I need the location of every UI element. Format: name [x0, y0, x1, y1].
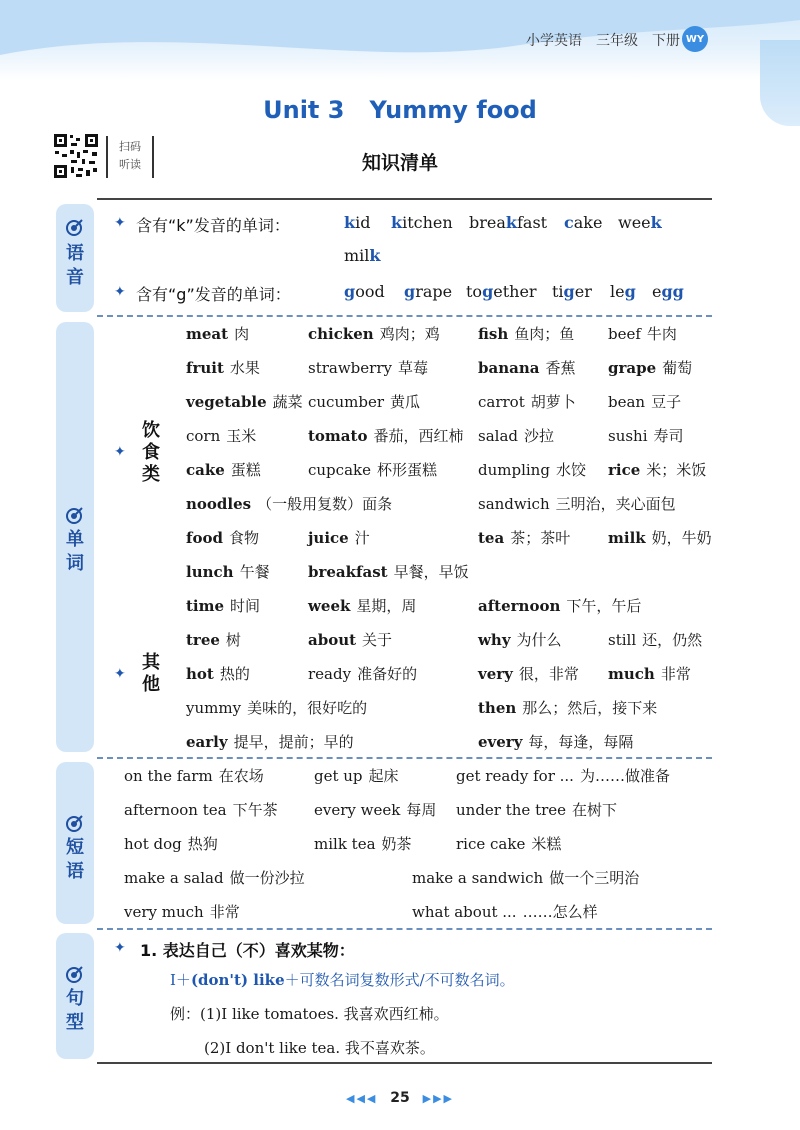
vocab-item — [608, 664, 691, 684]
target-icon — [66, 965, 84, 983]
vocab-item — [186, 426, 256, 446]
phrase-chinese: 起床 — [368, 767, 399, 785]
phrase-item — [456, 834, 561, 854]
vocab-item — [478, 494, 676, 514]
word-part: ake — [573, 213, 603, 232]
word-part: k — [369, 246, 381, 265]
vocab-chinese: 下午，午后 — [566, 597, 642, 615]
right-arrows-icon: ▶▶▶ — [422, 1092, 454, 1105]
vocab-chinese: 草莓 — [397, 359, 428, 377]
vocab-chinese: 水饺 — [555, 461, 586, 479]
vocab-english: sushi — [608, 427, 648, 445]
phrase-english: get ready for ... — [456, 767, 574, 785]
scan-to-listen-label: 扫码 听读 — [106, 136, 154, 178]
vocab-english: yummy — [186, 699, 242, 717]
food-category-label: 饮食类 — [142, 420, 160, 485]
volume-label: 下册 — [652, 33, 680, 49]
vocab-english: salad — [478, 427, 518, 445]
sound-word — [391, 213, 453, 233]
vocab-item — [478, 358, 575, 378]
word-part: g — [563, 282, 575, 301]
sound-word — [652, 282, 684, 302]
vocab-item — [308, 596, 416, 616]
vocab-english: vegetable — [186, 393, 267, 411]
vocab-item — [186, 460, 261, 480]
phrase-item — [412, 902, 598, 922]
vocab-english: chicken — [308, 325, 374, 343]
word-part: mil — [344, 246, 370, 265]
vocab-english: lunch — [186, 563, 234, 581]
vocab-english: bean — [608, 393, 646, 411]
phrase-english: milk tea — [314, 835, 376, 853]
vocab-chinese: 关于 — [362, 631, 393, 649]
vocab-item — [478, 630, 562, 650]
unit-title: Unit 3 Yummy food — [263, 96, 537, 124]
vocab-chinese: 玉米 — [226, 427, 257, 445]
other-category-label: 其他 — [142, 652, 160, 695]
vocab-english: ready — [308, 665, 352, 683]
phrase-chinese: 热狗 — [187, 835, 218, 853]
phrase-english: on the farm — [124, 767, 213, 785]
category-column — [176, 320, 177, 755]
left-arrows-icon: ◀◀◀ — [345, 1092, 378, 1105]
word-part: g — [482, 282, 494, 301]
vocab-item — [478, 460, 586, 480]
vocab-chinese: 茶；茶叶 — [510, 529, 571, 547]
vocab-item — [608, 528, 712, 548]
word-part: fast — [517, 213, 548, 232]
example-2: (2)I don't like tea. 我不喜欢茶。 — [204, 1039, 435, 1057]
vocab-chinese: 为什么 — [516, 631, 562, 649]
vocab-item — [308, 324, 440, 344]
vocab-item — [478, 596, 641, 616]
phrase-chinese: 做一个三明治 — [549, 869, 640, 887]
vocab-english: time — [186, 597, 225, 615]
vocab-english: carrot — [478, 393, 525, 411]
vocab-chinese: 葡萄 — [662, 359, 693, 377]
word-part: le — [610, 282, 625, 301]
vocab-chinese: 奶，牛奶 — [651, 529, 712, 547]
word-part: g — [404, 282, 416, 301]
phrase-english: make a salad — [124, 869, 224, 887]
vocab-item — [186, 358, 260, 378]
vocab-item — [308, 392, 420, 412]
vocab-item — [478, 664, 579, 684]
word-part: ti — [552, 282, 564, 301]
vocab-english: tomato — [308, 427, 368, 445]
vocab-english: week — [308, 597, 351, 615]
page-footer — [0, 1090, 800, 1106]
word-part: wee — [618, 213, 651, 232]
sentence-pattern: I＋(don't) like＋可数名词复数形式/不可数名词。 — [170, 971, 515, 989]
tab-label: 句型 — [66, 988, 84, 1033]
diamond-bullet-icon: ✦ — [114, 666, 126, 682]
vocab-english: cupcake — [308, 461, 371, 479]
vocab-english: cake — [186, 461, 225, 479]
vocab-chinese: 汁 — [354, 529, 370, 547]
vocab-item — [186, 732, 354, 752]
vocab-english: breakfast — [308, 563, 388, 581]
vocab-english: much — [608, 665, 655, 683]
vocab-item — [608, 392, 681, 412]
sound-word — [344, 213, 370, 233]
vocab-chinese: （一般用复数）面条 — [257, 495, 393, 513]
frame-top-line — [97, 198, 712, 200]
word-part: er — [574, 282, 592, 301]
vocab-chinese: 杯形蛋糕 — [376, 461, 437, 479]
sound-word — [404, 282, 452, 302]
sentence-heading: 1. 表达自己（不）喜欢某物： — [140, 941, 355, 960]
vocab-chinese: 蛋糕 — [230, 461, 261, 479]
vocab-chinese: 时间 — [230, 597, 261, 615]
phrase-english: hot dog — [124, 835, 182, 853]
vocab-english: still — [608, 631, 637, 649]
vocab-english: about — [308, 631, 357, 649]
diamond-bullet-icon: ✦ — [114, 215, 126, 231]
phrase-chinese: 米糕 — [531, 835, 562, 853]
vocab-english: sandwich — [478, 495, 550, 513]
vocab-english: tree — [186, 631, 220, 649]
phrase-item — [124, 834, 218, 854]
word-part: g — [624, 282, 636, 301]
word-part: k — [344, 213, 356, 232]
vocab-item — [186, 630, 241, 650]
vocab-item — [308, 426, 463, 446]
sound-word — [618, 213, 662, 233]
vocab-english: every — [478, 733, 523, 751]
vocab-english: fish — [478, 325, 509, 343]
word-part: c — [564, 213, 574, 232]
sound-word — [564, 213, 602, 233]
phrase-item — [314, 834, 412, 854]
sound-word — [466, 282, 537, 302]
phrase-item — [124, 800, 278, 820]
vocab-chinese: 番茄，西红柿 — [373, 427, 464, 445]
vocab-item — [308, 630, 392, 650]
diamond-bullet-icon: ✦ — [114, 940, 126, 956]
vocab-item — [608, 460, 706, 480]
vocab-english: meat — [186, 325, 229, 343]
vocab-item — [186, 596, 260, 616]
vocab-english: noodles — [186, 495, 252, 513]
vocab-item — [186, 528, 259, 548]
sound-word — [552, 282, 592, 302]
word-part: k — [505, 213, 517, 232]
phrase-chinese: 在树下 — [572, 801, 618, 819]
vocab-english: fruit — [186, 359, 224, 377]
vocab-chinese: 牛肉 — [646, 325, 677, 343]
target-icon — [66, 506, 84, 524]
vocab-item — [608, 358, 692, 378]
vocab-chinese: 豆子 — [651, 393, 682, 411]
vocab-item — [478, 324, 574, 344]
vocab-chinese: 热的 — [219, 665, 250, 683]
vocab-chinese: 食物 — [228, 529, 259, 547]
vocab-english: strawberry — [308, 359, 392, 377]
phrase-chinese: 每周 — [406, 801, 437, 819]
vocab-item — [478, 732, 633, 752]
vocab-chinese: 还，仍然 — [642, 631, 703, 649]
word-part: ether — [493, 282, 537, 301]
phrase-item — [412, 868, 639, 888]
vocab-chinese: 早餐，早饭 — [393, 563, 469, 581]
phrase-chinese: 奶茶 — [381, 835, 412, 853]
phrase-english: make a sandwich — [412, 869, 544, 887]
vocab-chinese: 很，非常 — [518, 665, 579, 683]
phrase-item — [124, 868, 305, 888]
word-part: to — [466, 282, 483, 301]
vocab-item — [186, 324, 249, 344]
page-number: 25 — [390, 1090, 410, 1106]
vocab-item — [186, 698, 367, 718]
word-part: ood — [355, 282, 385, 301]
phrase-english: get up — [314, 767, 363, 785]
vocab-chinese: 每，每逢，每隔 — [528, 733, 634, 751]
phrase-chinese: ……怎么样 — [522, 903, 598, 921]
divider-line — [97, 315, 712, 317]
phrase-english: very much — [124, 903, 204, 921]
vocab-item — [308, 460, 437, 480]
target-icon — [66, 218, 84, 236]
vocab-item — [478, 528, 570, 548]
divider-line — [97, 928, 712, 930]
vocab-item — [478, 426, 554, 446]
vocab-item — [308, 562, 469, 582]
vocab-english: juice — [308, 529, 349, 547]
divider-line — [97, 757, 712, 759]
phrase-english: rice cake — [456, 835, 526, 853]
word-part: e — [652, 282, 662, 301]
vocab-chinese: 寿司 — [653, 427, 684, 445]
vocab-chinese: 鸡肉；鸡 — [379, 325, 440, 343]
vocab-english: tea — [478, 529, 505, 547]
vocab-english: dumpling — [478, 461, 550, 479]
section-title: 知识清单 — [361, 152, 438, 174]
vocab-english: beef — [608, 325, 641, 343]
vocab-chinese: 提早，提前；早的 — [233, 733, 354, 751]
word-part: rape — [415, 282, 453, 301]
vocab-chinese: 水果 — [229, 359, 260, 377]
vocab-item — [186, 664, 250, 684]
vocab-chinese: 鱼肉；鱼 — [514, 325, 575, 343]
vocab-english: food — [186, 529, 223, 547]
vocab-item — [478, 392, 576, 412]
diamond-bullet-icon: ✦ — [114, 444, 126, 460]
vocab-chinese: 树 — [225, 631, 241, 649]
frame-bottom-line — [97, 1062, 712, 1064]
vocab-item — [608, 426, 684, 446]
phrase-english: under the tree — [456, 801, 567, 819]
publisher-badge: WY — [682, 26, 708, 52]
phrase-chinese: 在农场 — [218, 767, 264, 785]
vocab-chinese: 米；米饭 — [646, 461, 707, 479]
word-part: brea — [469, 213, 506, 232]
phrase-item — [456, 766, 670, 786]
example-1: 例：(1)I like tomatoes. 我喜欢西红柿。 — [170, 1005, 449, 1023]
vocab-english: very — [478, 665, 513, 683]
word-part: k — [391, 213, 403, 232]
vocab-english: hot — [186, 665, 214, 683]
tab-label: 短语 — [66, 837, 84, 882]
header-wave-decoration — [0, 0, 800, 80]
sound-word — [610, 282, 636, 302]
phrase-item — [124, 902, 240, 922]
tab-words — [56, 322, 94, 752]
phrase-chinese: 为……做准备 — [579, 767, 670, 785]
tab-pronunciation — [56, 204, 94, 312]
phrase-english: what about ... — [412, 903, 517, 921]
k-sound-heading: 含有“k”发音的单词： — [136, 216, 290, 235]
sound-word — [344, 282, 385, 302]
tab-label: 语音 — [66, 243, 84, 288]
word-part: itchen — [402, 213, 453, 232]
vocab-chinese: 三明治，夹心面包 — [555, 495, 676, 513]
vocab-chinese: 香蕉 — [545, 359, 576, 377]
vocab-item — [186, 392, 303, 412]
vocab-english: corn — [186, 427, 221, 445]
phrase-english: afternoon tea — [124, 801, 227, 819]
vocab-item — [608, 324, 677, 344]
vocab-item — [308, 664, 417, 684]
diamond-bullet-icon: ✦ — [114, 284, 126, 300]
vocab-chinese: 蔬菜 — [272, 393, 303, 411]
vocab-english: afternoon — [478, 597, 561, 615]
vocab-item — [478, 698, 657, 718]
vocab-item — [608, 630, 702, 650]
vocab-item — [308, 528, 370, 548]
vocab-english: then — [478, 699, 517, 717]
phrase-item — [456, 800, 617, 820]
vocab-chinese: 那么；然后，接下来 — [522, 699, 658, 717]
word-part: gg — [661, 282, 684, 301]
word-part: g — [344, 282, 356, 301]
vocab-chinese: 准备好的 — [357, 665, 418, 683]
tab-phrases — [56, 762, 94, 924]
tab-sentences — [56, 933, 94, 1059]
phrase-chinese: 做一份沙拉 — [229, 869, 305, 887]
vocab-chinese: 星期，周 — [356, 597, 417, 615]
phrase-chinese: 非常 — [209, 903, 240, 921]
phrase-item — [314, 800, 436, 820]
phrase-chinese: 下午茶 — [232, 801, 278, 819]
vocab-chinese: 黄瓜 — [390, 393, 421, 411]
vocab-english: why — [478, 631, 511, 649]
vocab-item — [186, 562, 270, 582]
vocab-chinese: 午餐 — [239, 563, 270, 581]
vocab-item — [308, 358, 428, 378]
target-icon — [66, 814, 84, 832]
grade-label: 三年级 — [596, 33, 638, 49]
phrase-item — [124, 766, 264, 786]
phrase-item — [314, 766, 399, 786]
word-part: k — [650, 213, 662, 232]
phrase-english: every week — [314, 801, 401, 819]
vocab-english: grape — [608, 359, 657, 377]
subject-label: 小学英语 — [526, 33, 582, 49]
tab-label: 单词 — [66, 529, 84, 574]
sound-word — [469, 213, 547, 233]
vocab-chinese: 美味的，很好吃的 — [247, 699, 368, 717]
vocab-chinese: 肉 — [234, 325, 250, 343]
g-sound-heading: 含有“g”发音的单词： — [136, 285, 291, 304]
vocab-chinese: 胡萝卜 — [530, 393, 576, 411]
vocab-english: rice — [608, 461, 641, 479]
vocab-english: cucumber — [308, 393, 384, 411]
vocab-english: milk — [608, 529, 646, 547]
vocab-english: early — [186, 733, 228, 751]
vocab-chinese: 非常 — [660, 665, 691, 683]
vocab-chinese: 沙拉 — [523, 427, 554, 445]
sound-word — [344, 246, 381, 266]
word-part: id — [355, 213, 371, 232]
vocab-item — [186, 494, 392, 514]
vocab-english: banana — [478, 359, 540, 377]
book-title — [526, 30, 680, 50]
